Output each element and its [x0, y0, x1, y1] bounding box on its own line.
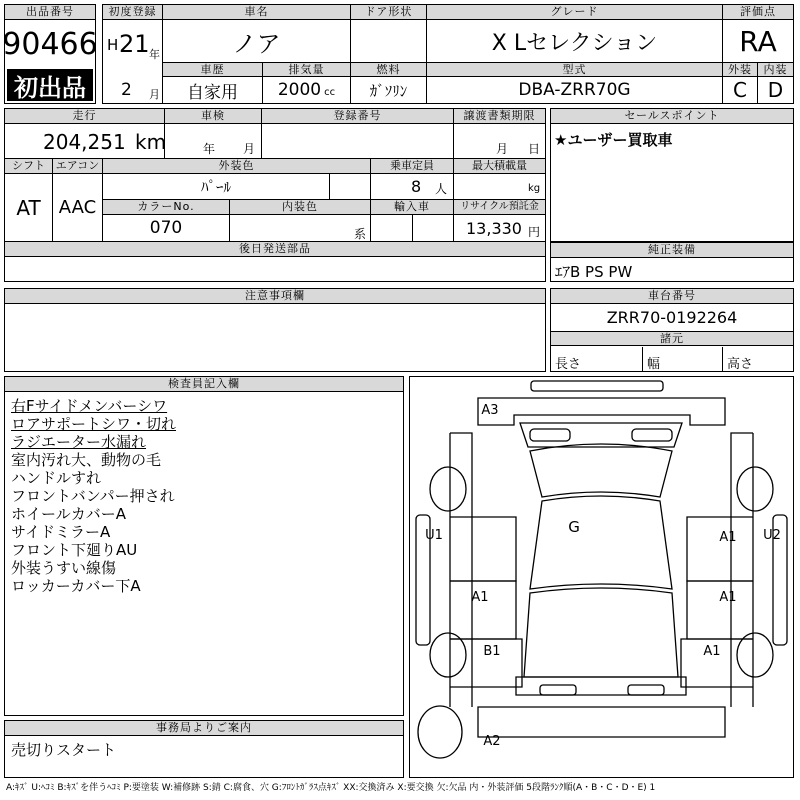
inspector-item: 室内汚れ大、動物の毛 [11, 451, 162, 469]
fuel-label: 燃料 [351, 62, 427, 77]
recycle-label: リサイクル預託金 [454, 200, 545, 215]
car-diagram [410, 377, 793, 777]
fuel-value: ｶﾞｿﾘﾝ [351, 77, 427, 103]
transfer-day-unit: 日 [528, 142, 541, 156]
inspector-list [11, 397, 176, 595]
capacity-label: 乗車定員 [371, 159, 454, 174]
tail-light-right [628, 685, 664, 695]
inspection-label: 車検 [165, 109, 262, 124]
import-cell-b [413, 215, 454, 241]
displacement-unit: cc [324, 87, 336, 98]
later-parts-label: 後日発送部品 [5, 242, 545, 257]
int-score-label: 内装 [758, 62, 793, 77]
rear-window-shape [524, 588, 678, 677]
mileage-value: 204,251 [43, 130, 126, 154]
tail-light-left [540, 685, 576, 695]
inspector-item: ロッカーカバー下A [11, 577, 141, 595]
capacity-value: 8 [411, 177, 422, 196]
wheel-front-right [737, 467, 773, 511]
spare-wheel [418, 706, 462, 758]
roof-shape [530, 496, 672, 589]
transfer-cell [454, 124, 545, 159]
dims-height-label: 高さ [727, 357, 754, 372]
score-label: 評価点 [723, 5, 793, 20]
transfer-label: 譲渡書類期限 [454, 109, 545, 124]
first-reg-label: 初度登録 [103, 5, 163, 20]
model-value: DBA-ZRR70G [427, 77, 723, 103]
inspector-item: 右Fサイドメンバーシワ [11, 397, 168, 415]
legend-text: A:ｷｽﾞ U:ﾍｺﾐ B:ｷｽﾞを伴うﾍｺﾐ P:要塗装 W:補修跡 S:錆 C:腐食、穴 G:ﾌﾛﾝﾄｶﾞﾗｽ点ｷｽﾞ XX:交換済み X:要交換 欠:欠品 内・外装評価 5段階ﾗﾝｸ順(A・B・C・D・E) 1 [6, 783, 656, 793]
first-reg-cell [103, 20, 163, 62]
equipment-value: ｴｱB PS PW [555, 263, 633, 281]
equipment-label: 純正装備 [551, 243, 793, 258]
rear-bumper-shape [478, 707, 725, 737]
mark-a2: A2 [483, 734, 501, 749]
office-label: 事務局よりご案内 [5, 721, 403, 736]
capacity-unit: 人 [435, 182, 448, 196]
door-label: ドア形状 [351, 5, 427, 20]
first-reg-month: 2 [121, 80, 132, 100]
displacement-cell [263, 77, 351, 103]
recycle-cell [454, 215, 545, 241]
int-color-cell [230, 215, 371, 241]
int-score-value: D [767, 78, 784, 102]
recycle-unit: 円 [528, 225, 541, 239]
first-reg-month-unit: 月 [149, 88, 160, 101]
front-body-outline [478, 398, 725, 425]
inspector-item: ロアサポートシワ・切れ [11, 415, 177, 433]
color-no-label: カラーNo. [103, 200, 230, 215]
notes-label: 注意事項欄 [5, 289, 545, 304]
windshield-shape [530, 444, 672, 497]
inspector-label: 検査員記入欄 [5, 377, 403, 392]
mark-g: G [568, 518, 580, 536]
shift-value: AT [5, 174, 53, 241]
left-front-door [450, 517, 516, 581]
score-value: RA [739, 24, 777, 58]
first-listing-badge: 初出品 [7, 69, 93, 101]
dims-width-label: 幅 [647, 357, 661, 372]
history-label: 車歴 [163, 62, 263, 77]
dims-height-cell [723, 347, 793, 371]
sales-point-label: セールスポイント [551, 109, 793, 124]
reg-no-label: 登録番号 [262, 109, 454, 124]
inspector-item: フロント下廻りAU [11, 541, 138, 559]
notes-box [4, 288, 546, 372]
door-value [351, 20, 427, 62]
transfer-month-unit: 月 [496, 142, 509, 156]
dims-label: 諸元 [551, 331, 793, 346]
chassis-value: ZRR70-0192264 [606, 308, 738, 327]
car-diagram-box [409, 376, 794, 778]
int-color-label: 内装色 [230, 200, 371, 215]
office-box [4, 720, 404, 778]
inspection-month-unit: 月 [243, 142, 256, 156]
ext-score-value: C [723, 77, 758, 103]
mark-a1-left-rear: A1 [471, 590, 489, 605]
car-name-value: ノア [163, 20, 351, 62]
car-name-label: 車名 [163, 5, 351, 20]
mark-b1: B1 [483, 644, 501, 659]
max-load-cell [454, 174, 545, 200]
int-color-unit: 系 [354, 227, 367, 241]
mark-a1-right-rear: A1 [719, 590, 737, 605]
mark-u1: U1 [425, 528, 443, 543]
first-reg-year-unit: 年 [149, 48, 160, 61]
color-no-value: 070 [103, 215, 230, 241]
ext-score-label: 外装 [723, 62, 758, 77]
ext-color-extra [330, 174, 371, 200]
headlight-right [632, 429, 672, 441]
recycle-value: 13,330 [466, 219, 522, 238]
max-load-unit: kg [528, 183, 541, 194]
displacement-label: 排気量 [263, 62, 351, 77]
dims-length-label: 長さ [555, 357, 582, 372]
sales-point-box [550, 108, 794, 242]
inspector-item: ハンドルすれ [11, 469, 102, 487]
displacement-value: 2000 [277, 80, 322, 100]
sales-point-text: ★ユーザー買取車 [554, 131, 673, 149]
ext-color-value: ﾊﾟｰﾙ [103, 174, 330, 200]
history-value: 自家用 [163, 77, 263, 103]
equipment-box [550, 242, 794, 282]
mileage-label: 走行 [5, 109, 165, 124]
headlight-left [530, 429, 570, 441]
inspector-box [4, 376, 404, 716]
inspector-item: サイドミラーA [11, 523, 111, 541]
inspection-cell [165, 124, 262, 159]
right-front-door [687, 517, 753, 581]
first-reg-era: H [107, 36, 119, 54]
wheel-front-left [430, 467, 466, 511]
inspection-year-unit: 年 [203, 142, 216, 156]
mileage-unit: km [135, 130, 167, 154]
max-load-label: 最大積載量 [454, 159, 545, 174]
wheel-rear-left [430, 633, 466, 677]
reg-no-value [262, 124, 454, 159]
mark-a1-right-front: A1 [719, 530, 737, 545]
office-value: 売切りスタート [11, 741, 117, 759]
dims-length-cell [551, 347, 643, 371]
import-cell-a [371, 215, 413, 241]
chassis-box [550, 288, 794, 372]
capacity-cell [371, 174, 454, 200]
aircon-label: エアコン [53, 159, 103, 174]
mark-a1-right-quarter: A1 [703, 644, 721, 659]
dims-width-cell [643, 347, 723, 371]
inspector-item: 外装うすい線傷 [11, 559, 117, 577]
grade-value: X Lセレクション [427, 20, 723, 62]
inspector-item: フロントバンパー押され [11, 487, 175, 505]
import-label: 輸入車 [371, 200, 454, 215]
wheel-rear-right [737, 633, 773, 677]
lot-number-label: 出品番号 [5, 5, 95, 20]
aircon-value: AAC [53, 174, 103, 241]
later-parts-box [4, 242, 546, 282]
first-reg-month-cell [103, 62, 163, 103]
grade-label: グレード [427, 5, 723, 20]
ext-color-label: 外装色 [103, 159, 371, 174]
front-bumper-shape [531, 381, 663, 391]
inspector-item: ラジエーター水漏れ [11, 433, 147, 451]
lot-number-value: 90466 [2, 26, 98, 62]
chassis-label: 車台番号 [551, 289, 793, 304]
mileage-cell [5, 124, 165, 159]
lot-number-box [4, 4, 96, 104]
first-reg-year: 21 [119, 30, 150, 58]
inspector-item: ホイールカバーA [11, 505, 126, 523]
mark-u2: U2 [763, 528, 781, 543]
model-label: 型式 [427, 62, 723, 77]
mark-a3: A3 [481, 403, 499, 418]
shift-label: シフト [5, 159, 53, 174]
